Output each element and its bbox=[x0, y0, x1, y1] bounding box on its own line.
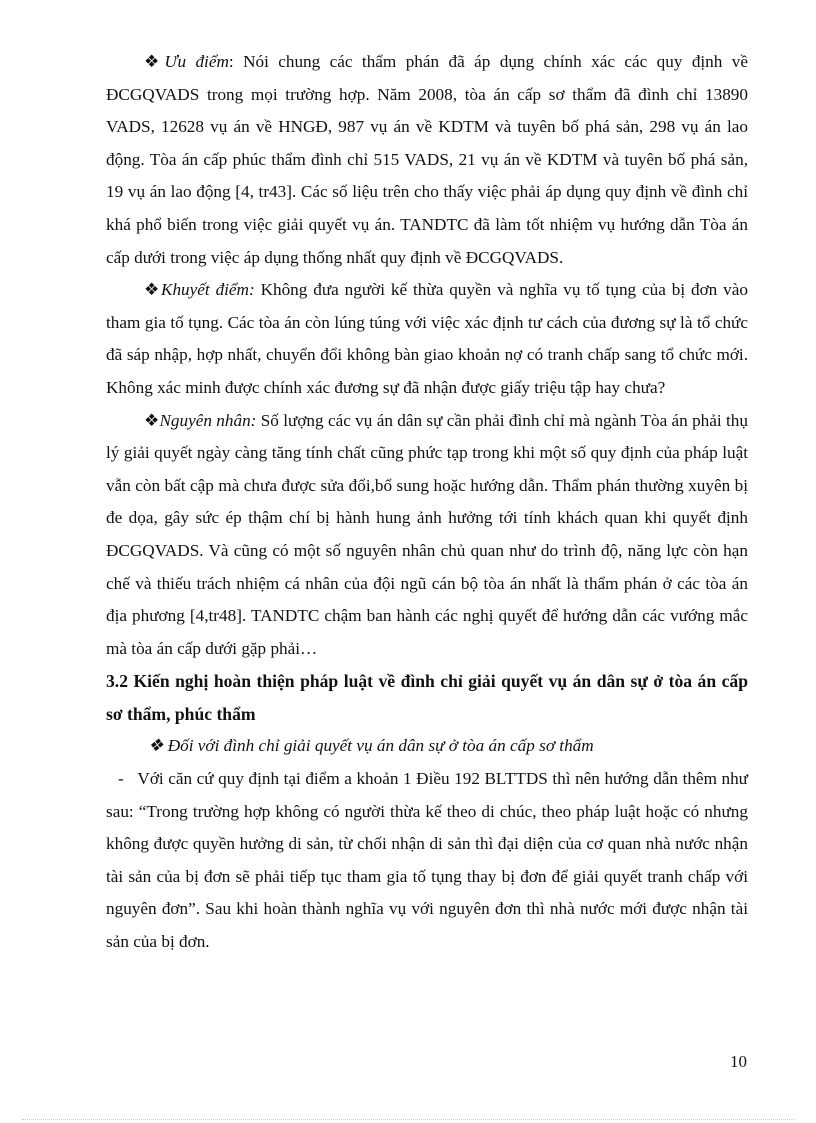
diamond-bullet-icon: ❖ bbox=[144, 410, 160, 430]
subheading bbox=[106, 730, 748, 763]
recommendation-text: Với căn cứ quy định tại điểm a khoản 1 Điều 192 BLTTDS thì nên hướng dẫn thêm như sau: “Trong trường hợp không có người thừa kế theo di chúc, theo pháp luật hoặc có nhưng không được quyền hưởng di sản, từ chối nhận di sản thì đại diện của cơ quan nhà nước nhận tài sản của bị đơn sẽ phải tiếp tục tham gia tố tụng thay bị đơn để giải quyết tranh chấp với nguyên đơn”. Sau khi hoàn thành nghĩa vụ với nguyên đơn thì nhà nước mới được nhận tài sản của bị đơn. bbox=[106, 769, 748, 952]
page-bottom-divider bbox=[22, 1119, 794, 1120]
causes-term: Nguyên nhân: bbox=[159, 410, 257, 430]
document-page bbox=[106, 46, 748, 959]
advantages-text: : Nói chung các thẩm phán đã áp dụng chính xác các quy định về ĐCGQVADS trong mọi trường hợp. Năm 2008, tòa án cấp sơ thẩm đã đình chỉ 13890 VADS, 12628 vụ án về HNGĐ, 987 vụ án về KDTM và tuyên bố phá sản, 298 vụ án lao động. Tòa án cấp phúc thẩm đình chỉ 515 VADS, 21 vụ án về KDTM và tuyên bố phá sản, 19 vụ án lao động [4, tr43]. Các số liệu trên cho thấy việc phải áp dụng quy định về đình chỉ khá phổ biến trong việc giải quyết vụ án. TANDTC đã làm tốt nhiệm vụ hướng dẫn Tòa án cấp dưới trong việc áp dụng thống nhất quy định về ĐCGQVADS. bbox=[106, 52, 748, 267]
advantages-paragraph bbox=[106, 46, 748, 274]
section-heading: 3.2 Kiến nghị hoàn thiện pháp luật về đình chỉ giải quyết vụ án dân sự ở tòa án cấp sơ thẩm, phúc thẩm bbox=[106, 671, 748, 724]
causes-paragraph bbox=[106, 405, 748, 666]
subheading-text: Đối với đình chỉ giải quyết vụ án dân sự ở tòa án cấp sơ thẩm bbox=[167, 736, 594, 756]
page-number: 10 bbox=[730, 1052, 747, 1071]
advantages-term: Ưu điểm bbox=[164, 52, 229, 71]
disadvantages-paragraph bbox=[106, 274, 748, 404]
recommendation-paragraph bbox=[106, 763, 748, 959]
disadvantages-text: Không đưa người kế thừa quyền và nghĩa vụ tố tụng của bị đơn vào tham gia tố tụng. Các tòa án còn lúng túng với việc xác định tư cách của đương sự là tổ chức đã sáp nhập, hợp nhất, chuyển đổi không bàn giao khoản nợ có tranh chấp sang tổ chức mới. Không xác minh được chính xác đương sự đã nhận được giấy triệu tập hay chưa? bbox=[106, 280, 748, 397]
diamond-bullet-icon: ❖ bbox=[144, 280, 161, 300]
diamond-bullet-icon: ❖ bbox=[148, 736, 164, 756]
causes-text: Số lượng các vụ án dân sự cần phải đình chỉ mà ngành Tòa án phải thụ lý giải quyết ngày càng tăng tính chất cũng phức tạp trong khi một số quy định của pháp luật vẫn còn bất cập mà chưa được sửa đổi,bổ sung hoặc hướng dẫn. Thẩm phán thường xuyên bị đe dọa, gây sức ép thậm chí bị hành hung ảnh hưởng tới tính khách quan khi quyết định ĐCGQVADS. Và cũng có một số nguyên nhân chủ quan như do trình độ, năng lực còn hạn chế và thiếu trách nhiệm cá nhân của đội ngũ cán bộ tòa án nhất là thẩm phán ở các tòa án địa phương [4,tr48]. TANDTC chậm ban hành các nghị quyết để hướng dẫn các vướng mắc mà tòa án cấp dưới gặp phải… bbox=[106, 410, 748, 658]
dash-bullet: - bbox=[118, 769, 124, 789]
disadvantages-term: Khuyết điểm: bbox=[161, 280, 255, 300]
diamond-bullet-icon: ❖ bbox=[144, 52, 165, 71]
